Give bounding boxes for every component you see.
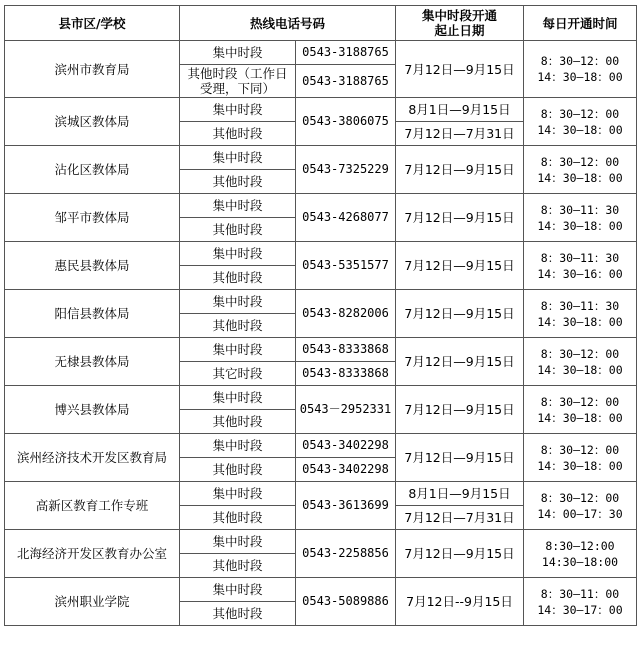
district-name: 沾化区教体局 <box>5 146 180 194</box>
district-name: 滨州市教育局 <box>5 41 180 98</box>
table-row <box>5 578 637 602</box>
phone-number: 0543-8333868 <box>296 362 396 386</box>
period-cell: 其他时段 <box>180 314 296 338</box>
hotline-table <box>4 5 637 626</box>
district-name: 博兴县教体局 <box>5 386 180 434</box>
table-row <box>5 434 637 458</box>
date-range: 7月12日—9月15日 <box>396 41 524 98</box>
date-range: 7月12日—7月31日 <box>396 506 524 530</box>
header-hours: 每日开通时间 <box>524 6 637 41</box>
period-cell: 其他时段 <box>180 602 296 626</box>
date-range: 7月12日—9月15日 <box>396 530 524 578</box>
district-name: 滨州职业学院 <box>5 578 180 626</box>
period-cell: 集中时段 <box>180 146 296 170</box>
date-range: 8月1日—9月15日 <box>396 98 524 122</box>
table-row <box>5 146 637 170</box>
phone-number: 0543-3402298 <box>296 458 396 482</box>
daily-hours: 8：30—12：00 14：30—18：00 <box>524 386 637 434</box>
period-cell: 集中时段 <box>180 386 296 410</box>
daily-hours: 8：30—12：00 14：30—18：00 <box>524 98 637 146</box>
table-body <box>5 41 637 626</box>
table-row <box>5 386 637 410</box>
phone-number: 0543-8282006 <box>296 290 396 338</box>
district-name: 无棣县教体局 <box>5 338 180 386</box>
phone-number: 0543-5089886 <box>296 578 396 626</box>
district-name: 滨城区教体局 <box>5 98 180 146</box>
table-row <box>5 482 637 506</box>
daily-hours: 8：30—12：00 14：30—18：00 <box>524 41 637 98</box>
phone-number: 0543-5351577 <box>296 242 396 290</box>
period-cell: 集中时段 <box>180 242 296 266</box>
daily-hours: 8:30—12:00 14:30—18:00 <box>524 530 637 578</box>
phone-number: 0543-3188765 <box>296 41 396 65</box>
date-range: 7月12日--9月15日 <box>396 578 524 626</box>
period-cell: 集中时段 <box>180 530 296 554</box>
period-cell: 集中时段 <box>180 338 296 362</box>
phone-number: 0543-8333868 <box>296 338 396 362</box>
header-row <box>5 6 637 41</box>
period-cell: 其他时段 <box>180 170 296 194</box>
phone-number: 0543-2258856 <box>296 530 396 578</box>
phone-number: 0543-7325229 <box>296 146 396 194</box>
date-range: 7月12日—9月15日 <box>396 434 524 482</box>
phone-number: 0543-3613699 <box>296 482 396 530</box>
daily-hours: 8：30—11：30 14：30—18：00 <box>524 290 637 338</box>
period-cell: 集中时段 <box>180 578 296 602</box>
phone-number: 0543-3402298 <box>296 434 396 458</box>
period-cell: 集中时段 <box>180 434 296 458</box>
date-range: 8月1日—9月15日 <box>396 482 524 506</box>
date-range: 7月12日—9月15日 <box>396 194 524 242</box>
phone-number: 0543-3806075 <box>296 98 396 146</box>
phone-number: 0543－2952331 <box>296 386 396 434</box>
period-cell: 其他时段（工作日 受理，下同） <box>180 65 296 98</box>
phone-number: 0543-3188765 <box>296 65 396 98</box>
daily-hours: 8：30—12：00 14：30—18：00 <box>524 146 637 194</box>
table-row <box>5 98 637 122</box>
district-name: 邹平市教体局 <box>5 194 180 242</box>
period-cell: 其他时段 <box>180 554 296 578</box>
date-range: 7月12日—9月15日 <box>396 386 524 434</box>
daily-hours: 8：30—12：00 14：00—17：30 <box>524 482 637 530</box>
period-cell: 其他时段 <box>180 218 296 242</box>
table-row <box>5 41 637 65</box>
daily-hours: 8：30—12：00 14：30—18：00 <box>524 338 637 386</box>
date-range: 7月12日—9月15日 <box>396 290 524 338</box>
district-name: 滨州经济技术开发区教育局 <box>5 434 180 482</box>
table-row <box>5 242 637 266</box>
period-cell: 其他时段 <box>180 458 296 482</box>
district-name: 北海经济开发区教育办公室 <box>5 530 180 578</box>
daily-hours: 8：30—11：00 14：30—17：00 <box>524 578 637 626</box>
daily-hours: 8：30—12：00 14：30—18：00 <box>524 434 637 482</box>
period-cell: 集中时段 <box>180 290 296 314</box>
period-cell: 集中时段 <box>180 41 296 65</box>
period-cell: 集中时段 <box>180 194 296 218</box>
district-name: 阳信县教体局 <box>5 290 180 338</box>
period-cell: 其他时段 <box>180 122 296 146</box>
table-row <box>5 194 637 218</box>
header-district: 县市区/学校 <box>5 6 180 41</box>
district-name: 高新区教育工作专班 <box>5 482 180 530</box>
period-cell: 集中时段 <box>180 98 296 122</box>
daily-hours: 8：30—11：30 14：30—18：00 <box>524 194 637 242</box>
period-cell: 集中时段 <box>180 482 296 506</box>
date-range: 7月12日—7月31日 <box>396 122 524 146</box>
period-cell: 其他时段 <box>180 410 296 434</box>
table-row <box>5 338 637 362</box>
phone-number: 0543-4268077 <box>296 194 396 242</box>
period-cell: 其它时段 <box>180 362 296 386</box>
date-range: 7月12日—9月15日 <box>396 242 524 290</box>
district-name: 惠民县教体局 <box>5 242 180 290</box>
date-range: 7月12日—9月15日 <box>396 146 524 194</box>
table-row <box>5 530 637 554</box>
header-hotline: 热线电话号码 <box>180 6 396 41</box>
period-cell: 其他时段 <box>180 266 296 290</box>
date-range: 7月12日—9月15日 <box>396 338 524 386</box>
header-dates: 集中时段开通 起止日期 <box>396 6 524 41</box>
period-cell: 其他时段 <box>180 506 296 530</box>
daily-hours: 8：30—11：30 14：30—16：00 <box>524 242 637 290</box>
table-row <box>5 290 637 314</box>
